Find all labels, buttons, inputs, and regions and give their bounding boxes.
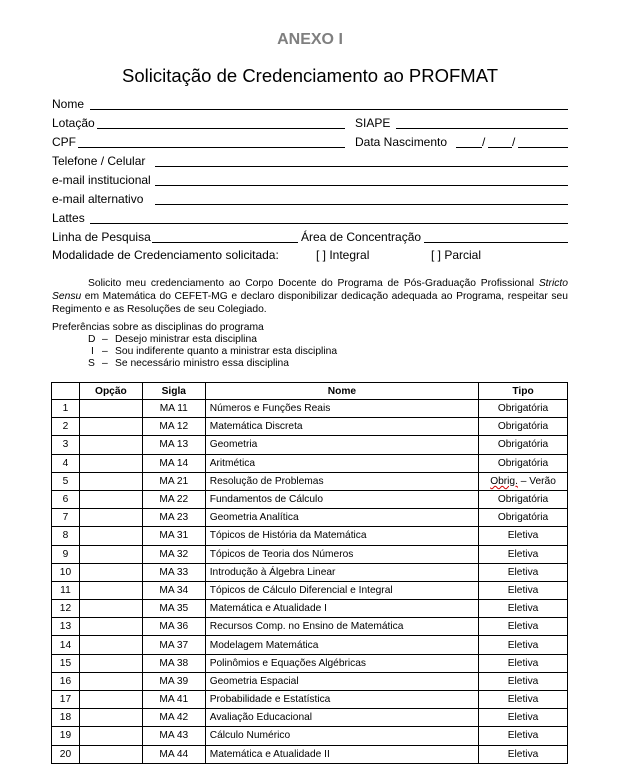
sigla-cell: MA 44 [142,745,205,763]
modalidade-label: Modalidade de Credenciamento solicitada: [52,248,279,262]
row-number: 1 [52,400,80,418]
tipo-cell: Eletiva [479,672,568,690]
opcao-cell[interactable] [79,454,142,472]
table-row [52,691,568,709]
sigla-cell: MA 33 [142,563,205,581]
row-number: 5 [52,472,80,490]
date-slash: / [512,135,516,149]
legend-code: I [91,346,94,357]
sigla-cell: MA 21 [142,472,205,490]
sigla-cell: MA 36 [142,618,205,636]
lattes-field[interactable] [90,223,568,224]
date-slash: / [482,135,486,149]
birth-day-field[interactable] [456,147,482,148]
opcao-cell[interactable] [79,636,142,654]
tipo-cell: Obrigatória [479,509,568,527]
tipo-cell: Eletiva [479,654,568,672]
sigla-cell: MA 13 [142,436,205,454]
table-header-row [52,383,568,400]
legend-dash: – [102,346,108,357]
preferences-heading: Preferências sobre as disciplinas do programa [52,322,264,333]
row-number: 7 [52,509,80,527]
row-number: 9 [52,545,80,563]
table-row [52,509,568,527]
legend-item [52,358,289,370]
row-number: 12 [52,600,80,618]
opcao-cell[interactable] [79,490,142,508]
row-number: 18 [52,709,80,727]
parcial-checkbox[interactable]: [ ] Parcial [431,248,482,262]
opcao-cell[interactable] [79,527,142,545]
opcao-cell[interactable] [79,727,142,745]
form-row-nome [52,95,568,112]
row-number: 14 [52,636,80,654]
table-row [52,436,568,454]
nome-cell: Matemática Discreta [205,418,478,436]
table-row [52,672,568,690]
table-row [52,454,568,472]
row-number: 20 [52,745,80,763]
nome-cell: Fundamentos de Cálculo [205,490,478,508]
nome-cell: Cálculo Numérico [205,727,478,745]
table-row [52,727,568,745]
tipo-cell: Obrigatória [479,418,568,436]
table-row [52,600,568,618]
column-header-number [52,383,80,400]
tipo-cell: Eletiva [479,745,568,763]
legend-item [52,334,264,346]
nome-cell: Recursos Comp. no Ensino de Matemática [205,618,478,636]
form-row-telefone [52,152,568,169]
nome-cell: Geometria Espacial [205,672,478,690]
paragraph-text: Solicito meu credenciamento ao Corpo Docente do Programa de Pós-Graduação Profissional [88,278,539,289]
row-number: 8 [52,527,80,545]
table-row [52,472,568,490]
nome-cell: Polinômios e Equações Algébricas [205,654,478,672]
tipo-abbrev: Obrig. [490,475,518,487]
nome-cell: Geometria Analítica [205,509,478,527]
legend-item [52,346,338,358]
column-header-opcao: Opção [79,383,142,400]
form-row-cpf [52,133,568,150]
data-nascimento-label: Data Nascimento [355,135,448,149]
siape-label: SIAPE [355,116,391,130]
nome-cell: Tópicos de Teoria dos Números [205,545,478,563]
legend-text: Desejo ministrar esta disciplina [115,334,257,345]
telefone-label: Telefone / Celular [52,154,146,168]
nome-cell: Aritmética [205,454,478,472]
preferences-legend [52,322,338,370]
sigla-cell: MA 11 [142,400,205,418]
row-number: 19 [52,727,80,745]
row-number: 17 [52,691,80,709]
opcao-cell[interactable] [79,545,142,563]
integral-checkbox[interactable]: [ ] Integral [316,248,370,262]
sigla-cell: MA 35 [142,600,205,618]
opcao-cell[interactable] [79,654,142,672]
sigla-cell: MA 22 [142,490,205,508]
tipo-cell: Obrigatória [479,454,568,472]
annex-heading: ANEXO I [277,31,343,48]
legend-dash: – [102,334,108,345]
lattes-label: Lattes [52,211,85,225]
opcao-cell[interactable] [79,581,142,599]
table-row [52,563,568,581]
tipo-cell: Eletiva [479,545,568,563]
legend-text: Sou indiferente quanto a ministrar esta disciplina [115,346,338,357]
tipo-cell: Eletiva [479,691,568,709]
table-row [52,545,568,563]
legend-code: S [88,358,95,369]
form-row-lotacao [52,114,568,131]
sigla-cell: MA 23 [142,509,205,527]
tipo-cell: Eletiva [479,709,568,727]
legend-text: Se necessário ministro essa disciplina [115,358,289,369]
form-row-lattes [52,209,568,226]
nome-cell: Tópicos de História da Matemática [205,527,478,545]
column-header-tipo: Tipo [479,383,568,400]
siape-field[interactable] [396,128,568,129]
birth-month-field[interactable] [488,147,512,148]
table-row [52,418,568,436]
row-number: 13 [52,618,80,636]
nome-cell: Geometria [205,436,478,454]
row-number: 3 [52,436,80,454]
opcao-cell[interactable] [79,418,142,436]
email-institucional-label: e-mail institucional [52,173,151,187]
row-number: 11 [52,581,80,599]
tipo-cell: Eletiva [479,581,568,599]
sigla-cell: MA 31 [142,527,205,545]
form-row-email-alt [52,190,568,207]
birth-year-field[interactable] [518,147,568,148]
table-row [52,636,568,654]
nome-cell: Matemática e Atualidade II [205,745,478,763]
cpf-field[interactable] [78,147,345,148]
row-number: 2 [52,418,80,436]
sigla-cell: MA 42 [142,709,205,727]
table-row [52,527,568,545]
email-alternativo-label: e-mail alternativo [52,192,144,206]
paragraph-italic: Stricto Sensu [52,278,568,302]
table-row [52,618,568,636]
email-institucional-field[interactable] [155,185,568,186]
row-number: 10 [52,563,80,581]
tipo-cell: Obrigatória [479,400,568,418]
nome-cell: Modelagem Matemática [205,636,478,654]
opcao-cell[interactable] [79,745,142,763]
lotacao-field[interactable] [97,128,345,129]
tipo-suffix: – Verão [517,475,556,487]
opcao-cell[interactable] [79,709,142,727]
opcao-cell[interactable] [79,509,142,527]
nome-cell: Matemática e Atualidade I [205,600,478,618]
table-row [52,654,568,672]
page-title: Solicitação de Credenciamento ao PROFMAT [122,65,498,86]
sigla-cell: MA 14 [142,454,205,472]
sigla-cell: MA 34 [142,581,205,599]
nome-cell: Introdução à Álgebra Linear [205,563,478,581]
tipo-cell: Eletiva [479,563,568,581]
sigla-cell: MA 32 [142,545,205,563]
nome-cell: Números e Funções Reais [205,400,478,418]
column-header-nome: Nome [205,383,478,400]
opcao-cell[interactable] [79,400,142,418]
row-number: 16 [52,672,80,690]
tipo-cell: Obrigatória [479,436,568,454]
telefone-field[interactable] [155,166,568,167]
request-paragraph [52,277,568,316]
disciplines-table [51,382,568,764]
nome-field[interactable] [90,109,568,110]
nome-cell: Tópicos de Cálculo Diferencial e Integral [205,581,478,599]
tipo-cell: Eletiva [479,727,568,745]
opcao-cell[interactable] [79,672,142,690]
form-row-linha [52,228,568,245]
table-row [52,745,568,763]
tipo-cell: Obrigatória [479,490,568,508]
opcao-cell[interactable] [79,563,142,581]
sigla-cell: MA 39 [142,672,205,690]
form-row-modalidade [52,246,568,263]
nome-cell: Resolução de Problemas [205,472,478,490]
opcao-cell[interactable] [79,472,142,490]
sigla-cell: MA 12 [142,418,205,436]
table-row [52,490,568,508]
table-row [52,400,568,418]
nome-cell: Probabilidade e Estatística [205,691,478,709]
row-number: 6 [52,490,80,508]
lotacao-label: Lotação [52,116,95,130]
tipo-cell: Eletiva [479,527,568,545]
sigla-cell: MA 38 [142,654,205,672]
form-row-email-inst [52,171,568,188]
email-alternativo-field[interactable] [155,204,568,205]
tipo-cell: Eletiva [479,618,568,636]
tipo-cell [479,472,568,490]
tipo-cell: Eletiva [479,636,568,654]
nome-cell: Avaliação Educacional [205,709,478,727]
cpf-label: CPF [52,135,76,149]
paragraph-text: em Matemática do CEFET-MG e declaro disponibilizar dedicação adequada ao Programa, respeitar seu Regimento e as Resoluções de seu Colegiado. [52,291,568,315]
linha-pesquisa-label: Linha de Pesquisa [52,230,151,244]
table-row [52,581,568,599]
row-number: 4 [52,454,80,472]
sigla-cell: MA 43 [142,727,205,745]
opcao-cell[interactable] [79,600,142,618]
sigla-cell: MA 37 [142,636,205,654]
opcao-cell[interactable] [79,618,142,636]
row-number: 15 [52,654,80,672]
nome-label: Nome [52,97,85,111]
table-row [52,709,568,727]
area-concentracao-label: Área de Concentração [301,230,422,244]
tipo-cell: Eletiva [479,600,568,618]
opcao-cell[interactable] [79,691,142,709]
opcao-cell[interactable] [79,436,142,454]
linha-pesquisa-field[interactable] [152,242,298,243]
area-concentracao-field[interactable] [424,242,568,243]
column-header-sigla: Sigla [142,383,205,400]
legend-dash: – [102,358,108,369]
legend-code: D [88,334,96,345]
sigla-cell: MA 41 [142,691,205,709]
